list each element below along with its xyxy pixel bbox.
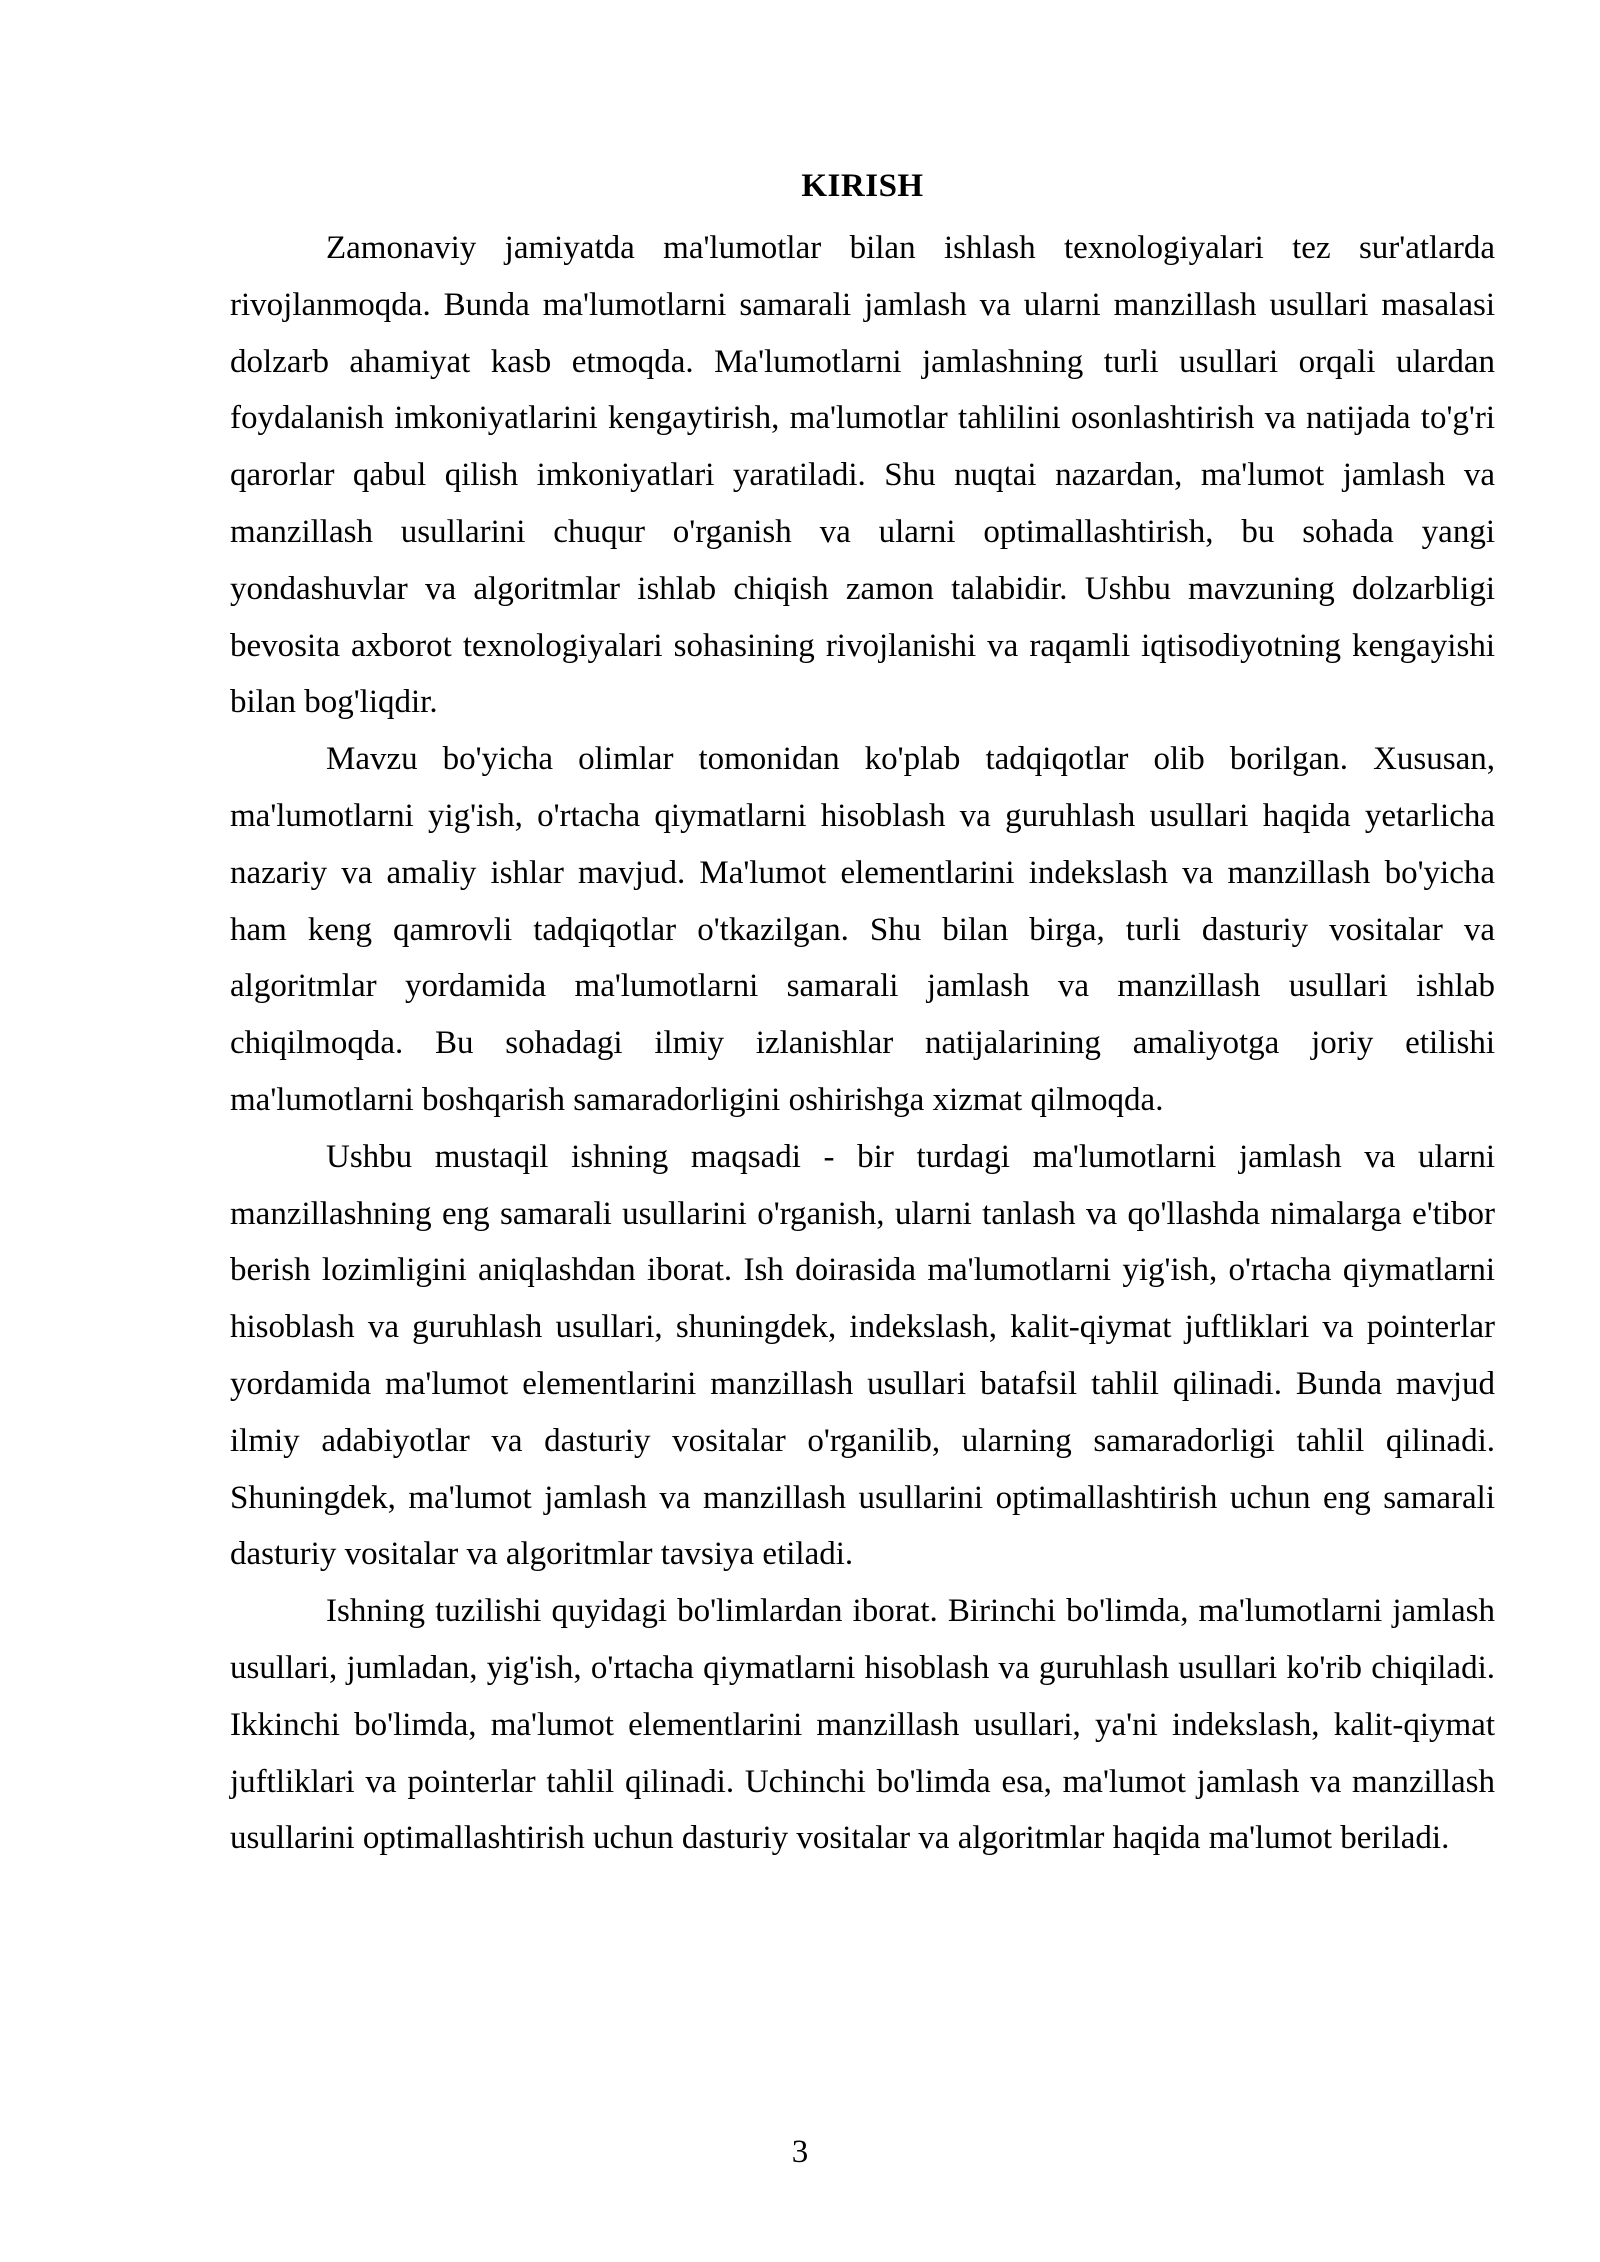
page-number: 3 — [791, 2134, 809, 2170]
paragraph-relevance: Zamonaviy jamiyatda ma'lumotlar bilan ishlash texnologiyalari tez sur'atlarda rivojlanmoqda. Bunda ma'lumotlarni samarali jamlash va ularni manzillash usullari masalasi dolzarb ahamiyat kasb etmoqda. Ma'lumotlarni jamlashning turli usullari orqali ulardan foydalanish imkoniyatlarini kengaytirish, ma'lumotlar tahlilini osonlashtirish va natijada to'g'ri qarorlar qabul qilish imkoniyatlari yaratiladi. Shu nuqtai nazardan, ma'lumot jamlash va manzillash usullarini chuqur o'rganish va ularni optimallashtirish, bu sohada yangi yondashuvlar va algoritmlar ishlab chiqish zamon talabidir. Ushbu mavzuning dolzarbligi bevosita axborot texnologiyalari sohasining rivojlanishi va raqamli iqtisodiyotning kengayishi bilan bog'liqdir. — [230, 230, 1495, 721]
paragraph-goal: Ushbu mustaqil ishning maqsadi - bir turdagi ma'lumotlarni jamlash va ularni manzillashning eng samarali usullarini o'rganish, ularni tanlash va qo'llashda nimalarga e'tibor berish lozimligini aniqlashdan iborat. Ish doirasida ma'lumotlarni yig'ish, o'rtacha qiymatlarni hisoblash va guruhlash usullari, shuningdek, indekslash, kalit-qiymat juftliklari va pointerlar yordamida ma'lumot elementlarini manzillash usullari batafsil tahlil qilinadi. Bunda mavjud ilmiy adabiyotlar va dasturiy vositalar o'rganilib, ularning samaradorligi tahlil qilinadi. Shuningdek, ma'lumot jamlash va manzillash usullarini optimallashtirish uchun eng samarali dasturiy vositalar va algoritmlar tavsiya etiladi. — [230, 1138, 1495, 1573]
page-title: KIRISH — [801, 168, 924, 204]
paragraph-research-review: Mavzu bo'yicha olimlar tomonidan ko'plab tadqiqotlar olib borilgan. Xususan, ma'lumotlarni yig'ish, o'rtacha qiymatlarni hisoblash va guruhlash usullari haqida yetarlicha nazariy va amaliy ishlar mavjud. Ma'lumot elementlarini indekslash va manzillash bo'yicha ham keng qamrovli tadqiqotlar o'tkazilgan. Shu bilan birga, turli dasturiy vositalar va algoritmlar yordamida ma'lumotlarni samarali jamlash va manzillash usullari ishlab chiqilmoqda. Bu sohadagi ilmiy izlanishlar natijalarining amaliyotga joriy etilishi ma'lumotlarni boshqarish samaradorligini oshirishga xizmat qilmoqda. — [230, 741, 1495, 1118]
page-content — [230, 158, 1495, 1867]
paragraph-structure: Ishning tuzilishi quyidagi bo'limlardan iborat. Birinchi bo'limda, ma'lumotlarni jamlash usullari, jumladan, yig'ish, o'rtacha qiymatlarni hisoblash va guruhlash usullari ko'rib chiqiladi. Ikkinchi bo'limda, ma'lumot elementlarini manzillash usullari, ya'ni indekslash, kalit-qiymat juftliklari va pointerlar tahlil qilinadi. Uchinchi bo'limda esa, ma'lumot jamlash va manzillash usullarini optimallashtirish uchun dasturiy vositalar va algoritmlar haqida ma'lumot beriladi. — [230, 1593, 1495, 1857]
